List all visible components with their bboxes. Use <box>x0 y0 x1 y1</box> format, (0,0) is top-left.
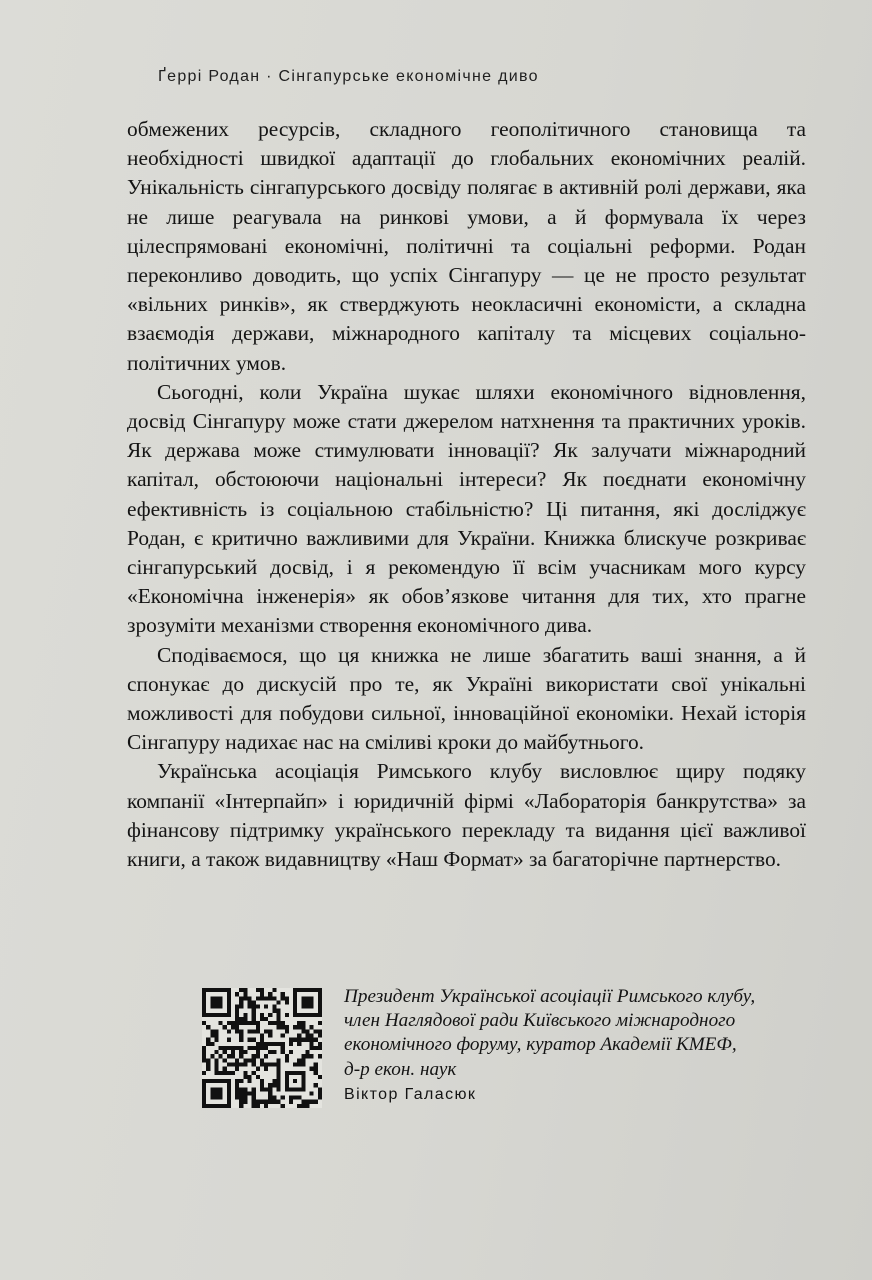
qr-code-icon[interactable] <box>202 988 322 1108</box>
signature-block <box>344 985 804 1108</box>
paragraph-3: Сподіваємося, що ця книжка не лише збагатить ваші знання, а й спонукає до дискусій про те, як Україні використати свої унікальні можливості для побудови сильної, інноваційної економіки. Нехай історія Сінгапуру надихає нас на сміливі кроки до майбутнього. <box>127 642 806 755</box>
signatory-name: Віктор Галасюк <box>344 1085 477 1103</box>
body-text <box>127 115 806 874</box>
paragraph-1: обмежених ресурсів, складного геополітичного становища та необхідності швидкої адаптації до глобальних економічних реалій. Унікальність сінгапурського досвіду полягає в активній ролі держави, яка не лише реагувала на ринкові умови, а й формувала їх через цілеспрямовані економічні, політичні та соціальні реформи. Родан переконливо доводить, що успіх Сінгапуру — це не просто результат «вільних ринків», як стверджують неокласичні економісти, а складна взаємодія держави, міжнародного капіталу та місцевих соціально-політичних умов. <box>127 117 806 375</box>
paragraph-2: Сьогодні, коли Україна шукає шляхи економічного відновлення, досвід Сінгапуру може стати джерелом натхнення та практичних уроків. Як держава може стимулювати інновації? Як залучати міжнародний капітал, обстоюючи національні інтереси? Як поєднати економічну ефективність із соціальною стабільністю? Ці питання, які досліджує Родан, є критично важливими для України. Книжка блискуче розкриває сінгапурський досвід, і я рекомендую її всім учасникам мого курсу «Економічна інженерія» як обов’язкове читання для тих, хто прагне зрозуміти механізми створення економічного дива. <box>127 379 806 638</box>
signatory-title: Президент Української асоціації Римського клубу, член Наглядової ради Київського міжнародного економічного форуму, куратор Академії КМЕФ, д-р екон. наук <box>344 986 756 1080</box>
running-header: Ґеррі Родан · Сінгапурське економічне диво <box>158 68 539 85</box>
paragraph-4: Українська асоціація Римського клубу висловлює щиру подяку компанії «Інтерпайп» і юридичній фірмі «Лабораторія банкрутства» за фінансову підтримку українського перекладу та видання цієї важливої книги, а також видавництву «Наш Формат» за багаторічне партнерство. <box>127 759 806 872</box>
